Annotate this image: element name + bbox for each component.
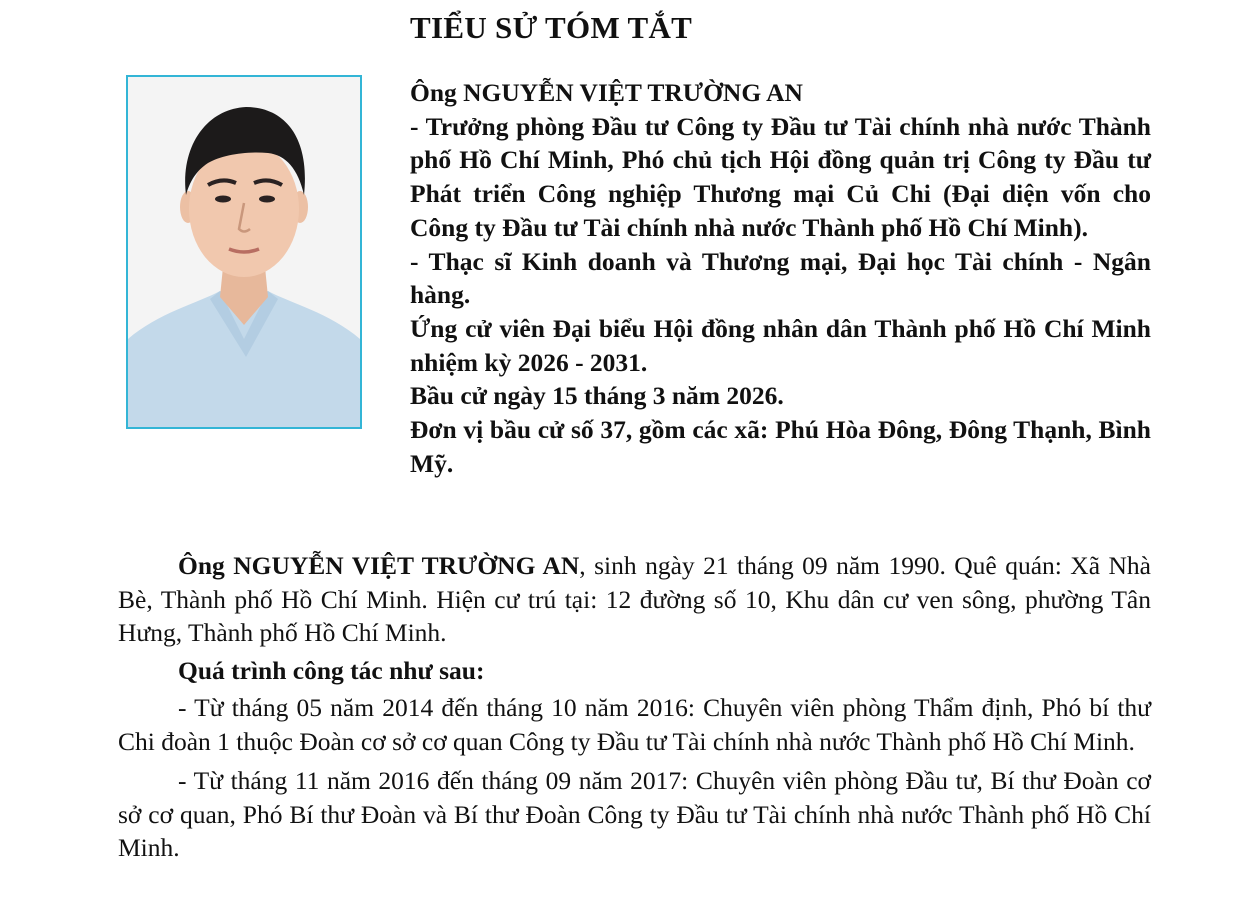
portrait-photo xyxy=(126,75,362,429)
career-item: - Từ tháng 05 năm 2014 đến tháng 10 năm 2016: Chuyên viên phòng Thẩm định, Phó bí thư Chi đoàn 1 thuộc Đoàn cơ sở cơ quan Công ty Đầu tư Tài chính nhà nước Thành phố Hồ Chí Minh. xyxy=(118,693,1151,756)
summary-constituency: Đơn vị bầu cử số 37, gồm các xã: Phú Hòa Đông, Đông Thạnh, Bình Mỹ. xyxy=(410,415,1151,478)
biography-body xyxy=(118,549,1151,871)
portrait-illustration xyxy=(128,77,360,427)
summary-candidacy: Ứng cử viên Đại biểu Hội đồng nhân dân Thành phố Hồ Chí Minh nhiệm kỳ 2026 - 2031. xyxy=(410,313,1151,377)
left-eye xyxy=(215,196,231,203)
summary-education: - Thạc sĩ Kinh doanh và Thương mại, Đại học Tài chính - Ngân hàng. xyxy=(410,246,1151,310)
summary-block xyxy=(410,76,1151,480)
intro-details: , sinh ngày 21 tháng 09 năm 1990. Quê quán: Xã Nhà Bè, Thành phố Hồ Chí Minh. Hiện cư trú tại: 12 đường số 10, Khu dân cư ven sông, phường Tân Hưng, Thành phố Hồ Chí Minh. xyxy=(118,551,1151,647)
summary-name: Ông NGUYỄN VIỆT TRƯỜNG AN xyxy=(410,78,803,107)
career-item: - Từ tháng 11 năm 2016 đến tháng 09 năm 2017: Chuyên viên phòng Đầu tư, Bí thư Đoàn cơ sở cơ quan, Phó Bí thư Đoàn và Bí thư Đoàn Công ty Đầu tư Tài chính nhà nước Thành phố Hồ Chí Minh. xyxy=(118,766,1151,862)
summary-election-date: Bầu cử ngày 15 tháng 3 năm 2026. xyxy=(410,381,784,411)
page-title: TIỂU SỬ TÓM TẮT xyxy=(410,10,693,45)
intro-name: Ông NGUYỄN VIỆT TRƯỜNG AN xyxy=(178,551,580,580)
career-heading: Quá trình công tác như sau: xyxy=(178,655,485,685)
intro-paragraph xyxy=(118,549,1151,650)
summary-position: - Trưởng phòng Đầu tư Công ty Đầu tư Tài chính nhà nước Thành phố Hồ Chí Minh, Phó chủ tịch Hội đồng quản trị Công ty Đầu tư Phát triển Công nghiệp Thương mại Củ Chi (Đại diện vốn cho Công ty Đầu tư Tài chính nhà nước Thành phố Hồ Chí Minh). xyxy=(410,111,1151,242)
right-eye xyxy=(259,196,275,203)
